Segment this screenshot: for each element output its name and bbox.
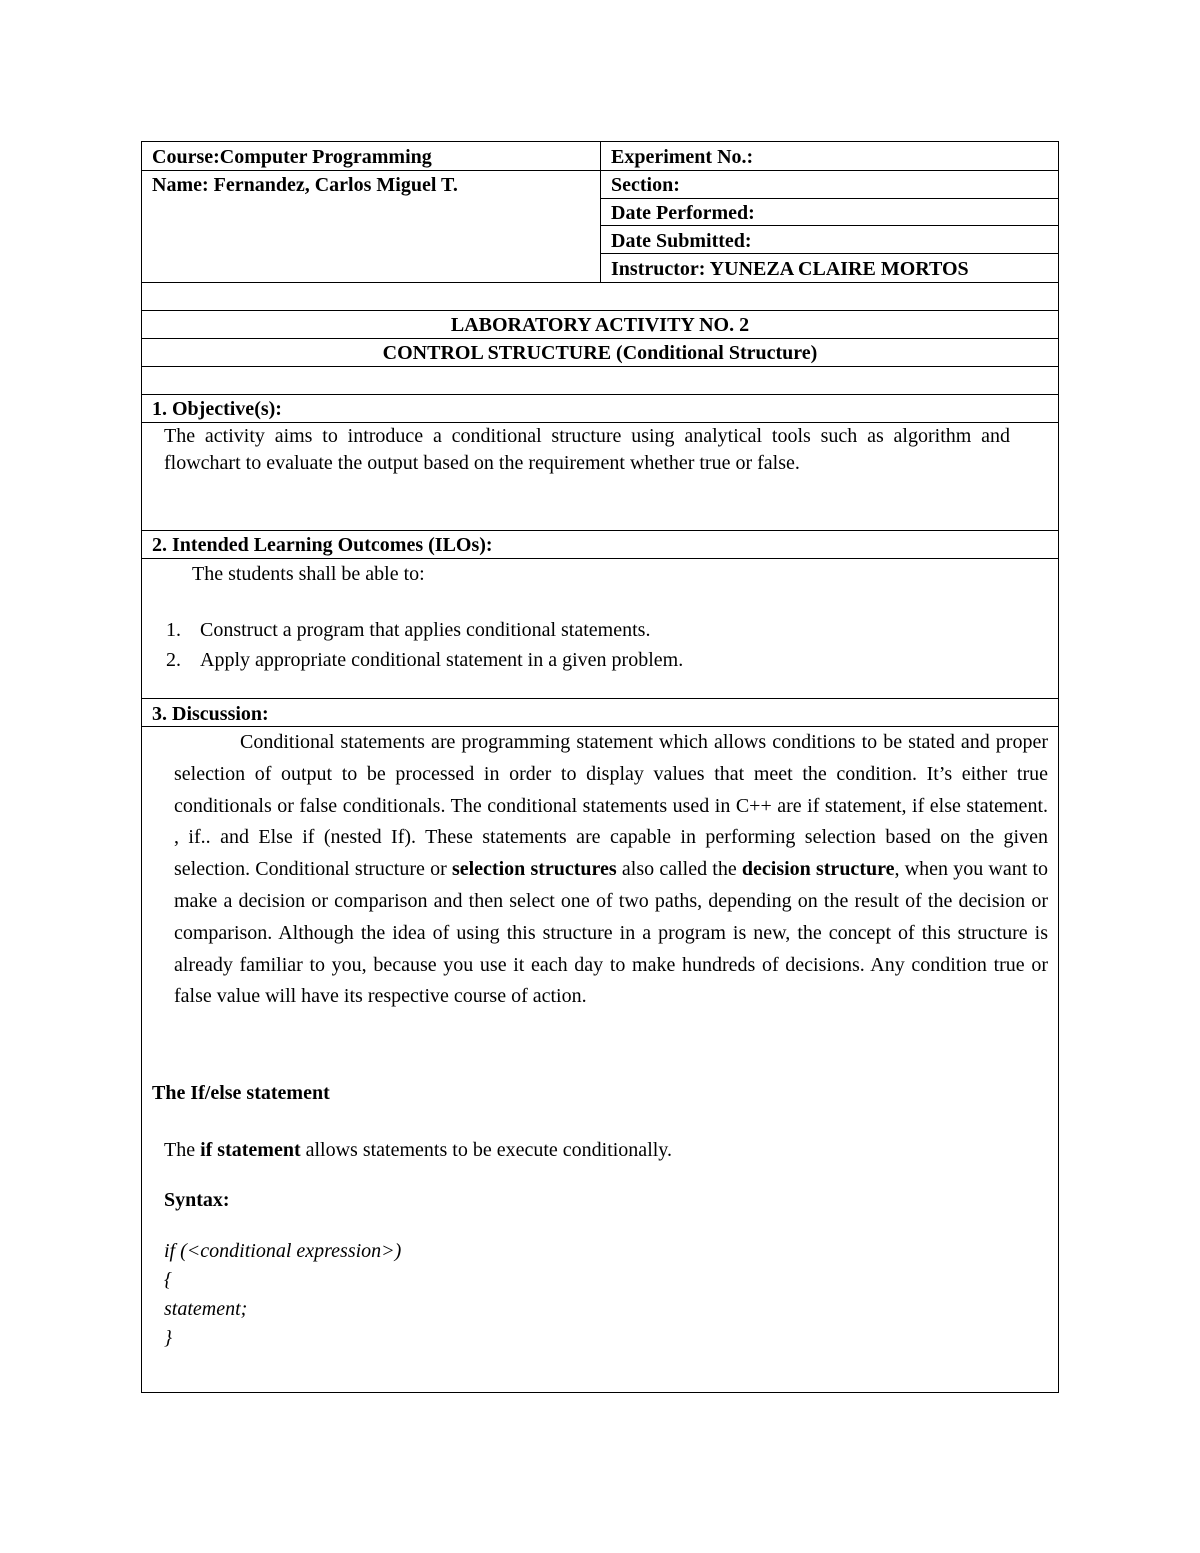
syntax-line: if (<conditional expression>) [164, 1240, 402, 1262]
discussion-text-part3: , when you want to make a decision or comparison and then select one of two paths, depending on the result of the decision or comparison. Although the idea of using this structure in a program is new, the concept of this structure is already familiar to you, because you use it each day to make hundreds of decisions. Any condition true or false value will have its respective course of action. [174, 858, 1049, 1008]
ilo-number: 1. [166, 619, 181, 641]
row-divider [142, 310, 1058, 311]
discussion-paragraph [174, 727, 1048, 1013]
row-divider [600, 225, 1058, 226]
discussion-bold-decision: decision structure [741, 858, 895, 881]
ilo-text: Apply appropriate conditional statement in a given problem. [200, 649, 684, 671]
syntax-line: statement; [164, 1298, 248, 1320]
if-statement-bold: if statement [200, 1139, 301, 1161]
ilo-number: 2. [166, 649, 181, 671]
syntax-label: Syntax: [164, 1189, 230, 1211]
ilo-text: Construct a program that applies conditional statements. [200, 619, 651, 641]
syntax-line: } [164, 1327, 172, 1349]
objectives-text: The activity aims to introduce a conditional structure using analytical tools such as algorithm and flowchart to evaluate the output based on the requirement whether true or false. [164, 425, 1010, 474]
date-performed-field: Date Performed: [611, 202, 755, 224]
date-submitted-field: Date Submitted: [611, 230, 752, 252]
row-divider [142, 338, 1058, 339]
ilo-list-item [166, 618, 650, 642]
activity-subtitle: CONTROL STRUCTURE (Conditional Structure) [382, 342, 818, 364]
if-statement-description: The if statement allows statements to be execute conditionally. [164, 1139, 673, 1161]
row-divider [142, 698, 1058, 699]
course-field: Course:Computer Programming [152, 146, 432, 168]
row-divider [142, 394, 1058, 395]
ilo-list-item [166, 648, 683, 672]
activity-title: LABORATORY ACTIVITY NO. 2 [450, 314, 750, 336]
discussion-bold-selection: selection structures [451, 858, 617, 881]
ilos-intro: The students shall be able to: [192, 563, 425, 585]
row-divider [142, 558, 1058, 559]
row-divider [142, 366, 1058, 367]
objectives-heading: 1. Objective(s): [152, 398, 282, 420]
lab-activity-table [141, 141, 1059, 1393]
ilos-heading: 2. Intended Learning Outcomes (ILOs): [152, 534, 493, 556]
row-divider [142, 530, 1058, 531]
discussion-heading: 3. Discussion: [152, 703, 269, 725]
instructor-field: Instructor: YUNEZA CLAIRE MORTOS [611, 258, 969, 280]
row-divider [600, 198, 1058, 199]
discussion-text-part1: Conditional statements are programming statement which allows conditions to be stated and proper selection of output to be processed in order to display values that meet the condition. It’s either true conditionals or false conditionals. The conditional statements used in C++ are if statement, if else statement. , if.. and Else if (nested If). These statements are capable in performing selection based on the given selection. Conditional structure or [174, 731, 1048, 881]
syntax-line: { [164, 1269, 172, 1291]
row-divider [600, 253, 1058, 254]
discussion-text-part2: also called the [621, 858, 737, 881]
ifelse-heading: The If/else statement [152, 1082, 330, 1104]
name-field: Name: Fernandez, Carlos Miguel T. [152, 174, 458, 196]
experiment-field: Experiment No.: [611, 146, 754, 168]
row-divider [142, 282, 1058, 283]
section-field: Section: [611, 174, 680, 196]
column-divider [600, 142, 601, 282]
